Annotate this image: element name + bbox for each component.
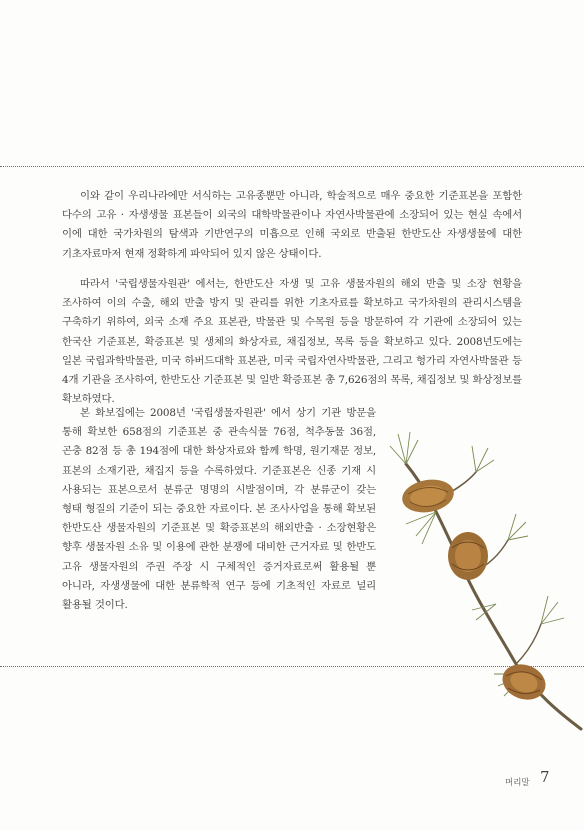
- page-number: 7: [540, 768, 550, 786]
- paragraph-2-text: 따라서 '국립생물자원관' 에서는, 한반도산 자생 및 고유 생물자원의 해외 반출 및 소장 현황을 조사하여 이의 수출, 해외 반출 방지 및 관리를 위한 기초자료를 확보하고 국가차원의 관리시스템을 구축하기 위하여, 외국 소재 주요 표본관, 박물관 및 수목원 등을 방문하여 각 기관에 소장되어 있는 한국산 기준표본, 확증표본 및 생체의 화상자료, 채집정보, 목록 등을 확보하고 있다. 2008년도에는 일본 국립과학박물관, 미국 하버드대학 표본관, 미국 국립자연사박물관, 그리고 헝가리 자연사박물관 등 4개 기관을 조사하여, 한반도산 기준표본 및 일반 확증표본 총 7,626점의 목록, 채집정보 및 화상정보를 확보하였다.: [62, 278, 522, 406]
- body-paragraph-2: [62, 275, 522, 409]
- paragraph-1-text: 이와 같이 우리나라에만 서식하는 고유종뿐만 아니라, 학술적으로 매우 중요한 기준표본을 포함한 다수의 고유 · 자생생물 표본들이 외국의 대학박물관이나 자연사박물관에 소장되어 있는 현실 속에서 이에 대한 국가차원의 탐색과 기반연구의 미흡으로 인해 국외로 반출된 한반도산 자생생물에 대한 기초자료마저 현재 정확하게 파악되어 있지 않은 상태이다.: [62, 190, 522, 260]
- top-dotted-divider: [0, 166, 584, 167]
- body-paragraph-1: [62, 187, 522, 264]
- footer-section-label: 머리말: [505, 778, 530, 788]
- larch-branch-with-cones-icon: [376, 424, 584, 736]
- body-paragraph-3: [62, 404, 376, 615]
- paragraph-3-text: 본 화보집에는 2008년 '국립생물자원관' 에서 상기 기관 방문을 통해 확보한 658점의 기준표본 중 관속식물 76점, 척추동물 36점, 곤충 82점 등 총 194점에 대한 화상자료와 함께 학명, 원기재문 정보, 표본의 소재기관, 채집지 등을 수록하였다. 기준표본은 신종 기재 시 사용되는 표본으로서 분류군 명명의 시발점이며, 각 분류군이 갖는 형태 형질의 기준이 되는 중요한 자료이다. 본 조사사업을 통해 확보된 한반도산 생물자원의 기준표본 및 확증표본의 해외반출 · 소장현황은 향후 생물자원 소유 및 이용에 관한 분쟁에 대비한 근거자료 및 한반도 고유 생물자원의 주권 주장 시 구체적인 증거자료로써 활용될 뿐 아니라, 자생생물에 대한 분류학적 연구 등에 기초적인 자료로 널리 활용될 것이다.: [62, 407, 376, 612]
